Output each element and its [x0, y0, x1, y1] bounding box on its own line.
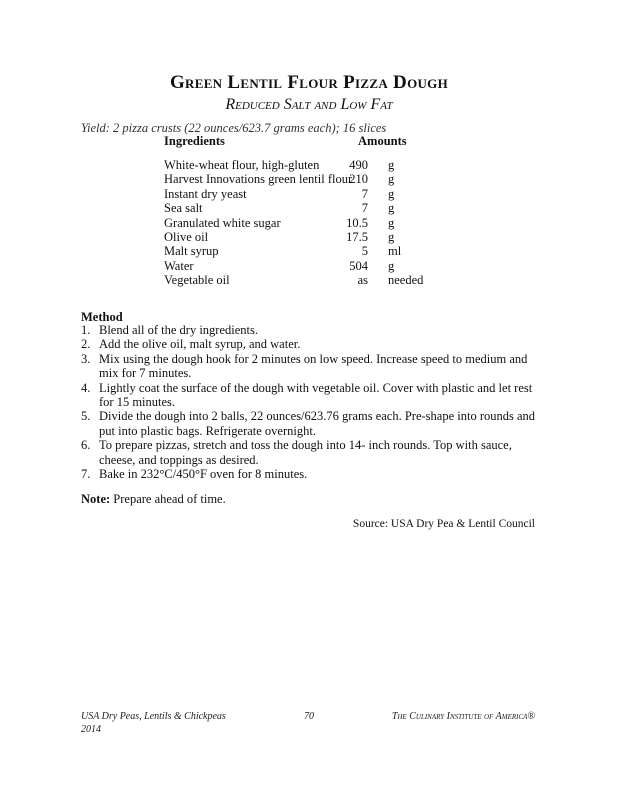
- step-text: Mix using the dough hook for 2 minutes on low speed. Increase speed to medium and mix for 7 minutes.: [99, 351, 528, 381]
- ingredient-row: [164, 187, 434, 201]
- step-number: 2.: [81, 337, 91, 352]
- footer-publisher: The Culinary Institute of America®: [391, 711, 535, 722]
- ingredient-row: [164, 244, 434, 258]
- method-steps: [81, 323, 541, 481]
- ingredient-name: Water: [164, 258, 194, 273]
- ingredient-row: [164, 259, 434, 273]
- ingredient-row: [164, 230, 434, 244]
- ingredient-unit: g: [388, 158, 395, 172]
- ingredient-name: Instant dry yeast: [164, 186, 247, 201]
- ingredient-unit: ml: [388, 244, 402, 259]
- footer-publication: USA Dry Peas, Lentils & Chickpeas: [81, 711, 226, 722]
- ingredient-amount: 10.5: [346, 215, 368, 230]
- ingredient-amount: 7: [361, 186, 368, 201]
- method-step: [81, 323, 541, 337]
- method-step: [81, 337, 541, 351]
- note-text: Prepare ahead of time.: [110, 492, 226, 506]
- method-heading: Method: [81, 310, 123, 324]
- ingredient-row: [164, 201, 434, 215]
- ingredient-amount: 17.5: [346, 229, 368, 244]
- ingredient-amount: 490: [349, 158, 368, 172]
- page-number: 70: [304, 711, 314, 722]
- ingredient-amount: 210: [349, 172, 368, 187]
- footer-year: 2014: [81, 724, 101, 735]
- recipe-yield: Yield: 2 pizza crusts (22 ounces/623.7 grams each); 16 slices: [81, 121, 387, 135]
- ingredient-unit: g: [388, 229, 395, 244]
- ingredient-amount: 5: [361, 244, 368, 259]
- ingredient-unit: g: [388, 186, 395, 201]
- step-text: Bake in 232°C/450°F oven for 8 minutes.: [99, 467, 308, 482]
- ingredients-header: Ingredients: [164, 134, 225, 148]
- ingredient-name: Sea salt: [164, 201, 203, 216]
- ingredient-name: Harvest Innovations green lentil flour: [164, 172, 353, 187]
- method-step: [81, 467, 541, 481]
- method-step: [81, 438, 541, 467]
- method-step: [81, 352, 541, 381]
- source-credit: Source: USA Dry Pea & Lentil Council: [352, 518, 535, 530]
- ingredients-list: [164, 158, 434, 288]
- amounts-header: Amounts: [358, 134, 407, 148]
- step-text: Add the olive oil, malt syrup, and water.: [99, 337, 301, 352]
- step-text: Divide the dough into 2 balls, 22 ounces/623.76 grams each. Pre-shape into rounds and put into plastic bags. Refrigerate overnight.: [99, 409, 536, 438]
- step-number: 4.: [81, 380, 91, 395]
- ingredient-unit: g: [388, 215, 395, 230]
- ingredient-unit: g: [388, 201, 395, 216]
- ingredient-unit: g: [388, 172, 395, 187]
- ingredient-name: Vegetable oil: [164, 273, 230, 288]
- ingredient-name: Granulated white sugar: [164, 215, 281, 230]
- method-step: [81, 409, 541, 438]
- step-text: To prepare pizzas, stretch and toss the dough into 14- inch rounds. Top with sauce, cheese, and toppings as desired.: [99, 438, 512, 467]
- ingredient-amount: 504: [349, 258, 368, 273]
- method-step: [81, 381, 541, 410]
- step-number: 1.: [81, 323, 91, 337]
- ingredient-name: Olive oil: [164, 229, 209, 244]
- ingredient-unit: needed: [388, 273, 424, 288]
- ingredient-name: White-wheat flour, high-gluten: [164, 158, 320, 172]
- note-label: Note:: [81, 492, 111, 506]
- step-number: 7.: [81, 467, 91, 482]
- ingredient-name: Malt syrup: [164, 244, 219, 259]
- ingredient-row: [164, 273, 434, 287]
- ingredient-row: [164, 158, 434, 172]
- note: [81, 492, 226, 507]
- recipe-title: Green Lentil Flour Pizza Dough: [169, 72, 449, 93]
- step-text: Blend all of the dry ingredients.: [99, 323, 258, 337]
- ingredient-amount: as: [357, 273, 368, 288]
- step-text: Lightly coat the surface of the dough with vegetable oil. Cover with plastic and let rest for 15 minutes.: [99, 380, 533, 410]
- ingredient-amount: 7: [361, 201, 368, 216]
- ingredient-unit: g: [388, 258, 395, 273]
- step-number: 3.: [81, 351, 91, 366]
- step-number: 5.: [81, 409, 91, 424]
- ingredient-row: [164, 172, 434, 186]
- step-number: 6.: [81, 438, 91, 453]
- ingredient-row: [164, 216, 434, 230]
- recipe-subtitle: Reduced Salt and Low Fat: [225, 96, 393, 113]
